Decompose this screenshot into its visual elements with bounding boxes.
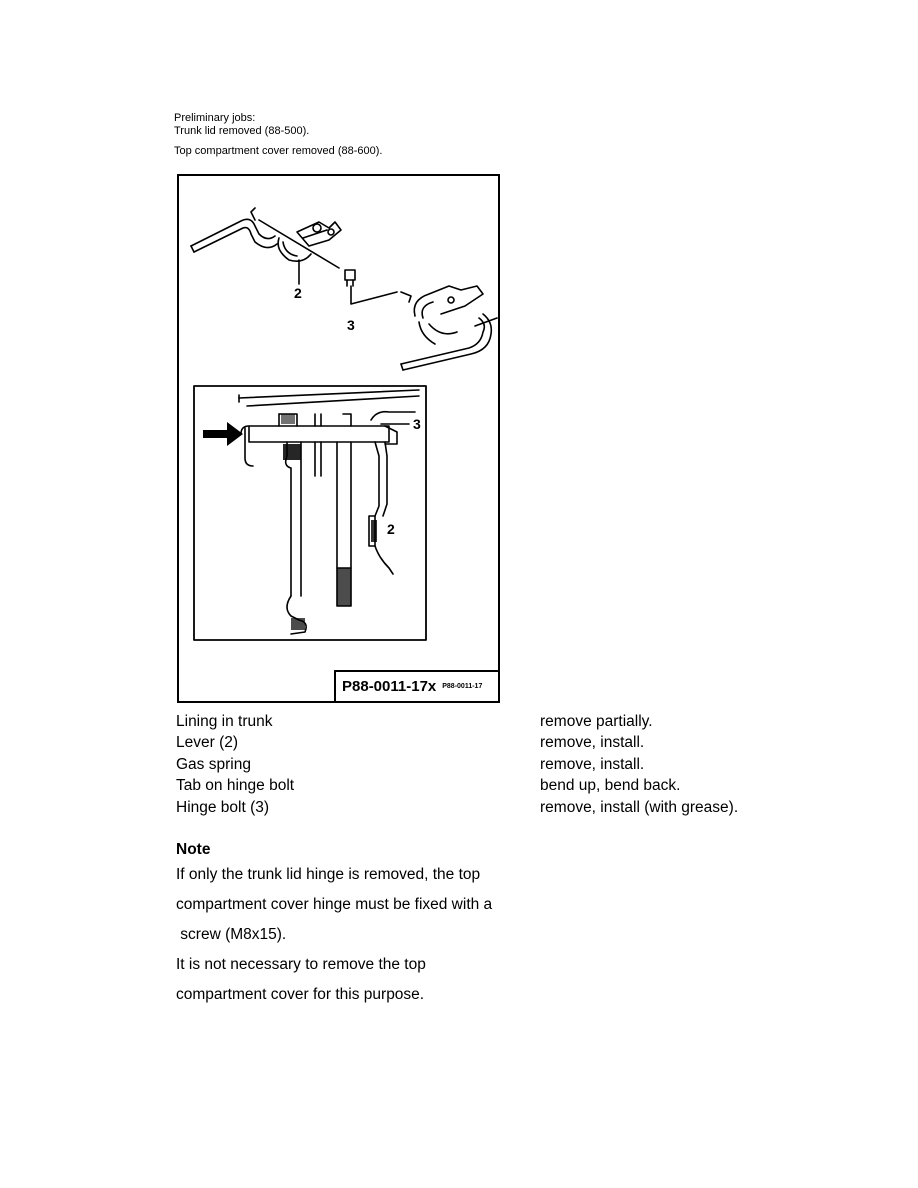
step-row [176,754,776,775]
preliminary-line-2: Top compartment cover removed (88-600). [174,145,383,157]
step-item: Gas spring [176,755,251,773]
step-row [176,775,776,796]
step-row [176,732,776,753]
note-line: compartment cover for this purpose. [176,986,425,1003]
callout-3-upper: 3 [347,317,355,333]
figure-label-main: P88-0011-17x [342,678,437,695]
arrow-icon [203,422,243,446]
note-line: compartment cover hinge must be fixed with a [176,896,493,913]
step-action: bend up, bend back. [540,777,681,795]
step-row [176,797,776,818]
step-item: Hinge bolt (3) [176,798,270,816]
note-body [176,860,536,1010]
hinge-figure [177,174,500,703]
step-action: remove partially. [540,713,653,730]
callout-3-detail: 3 [413,416,421,432]
preliminary-heading: Preliminary jobs: [174,112,256,124]
figure-label-small: P88-0011-17 [442,683,483,690]
hinge-illustration [179,176,498,701]
step-item: Tab on hinge bolt [176,777,295,795]
note-line: It is not necessary to remove the top [176,956,426,973]
preliminary-jobs [174,112,382,158]
figure-label [334,670,498,701]
note-line: screw (M8x15). [176,926,287,943]
step-action: remove, install. [540,755,645,773]
step-item: Lever (2) [176,734,239,752]
step-action: remove, install. [540,734,645,752]
callout-2-upper: 2 [294,285,302,301]
callout-2-detail: 2 [387,521,395,537]
note-heading: Note [176,841,211,858]
step-row [176,711,776,732]
step-item: Lining in trunk [176,713,273,730]
procedure-steps [176,711,776,818]
preliminary-line-1: Trunk lid removed (88-500). [174,125,310,137]
step-action: remove, install (with grease). [540,798,739,816]
note-line: If only the trunk lid hinge is removed, the top [176,866,481,883]
